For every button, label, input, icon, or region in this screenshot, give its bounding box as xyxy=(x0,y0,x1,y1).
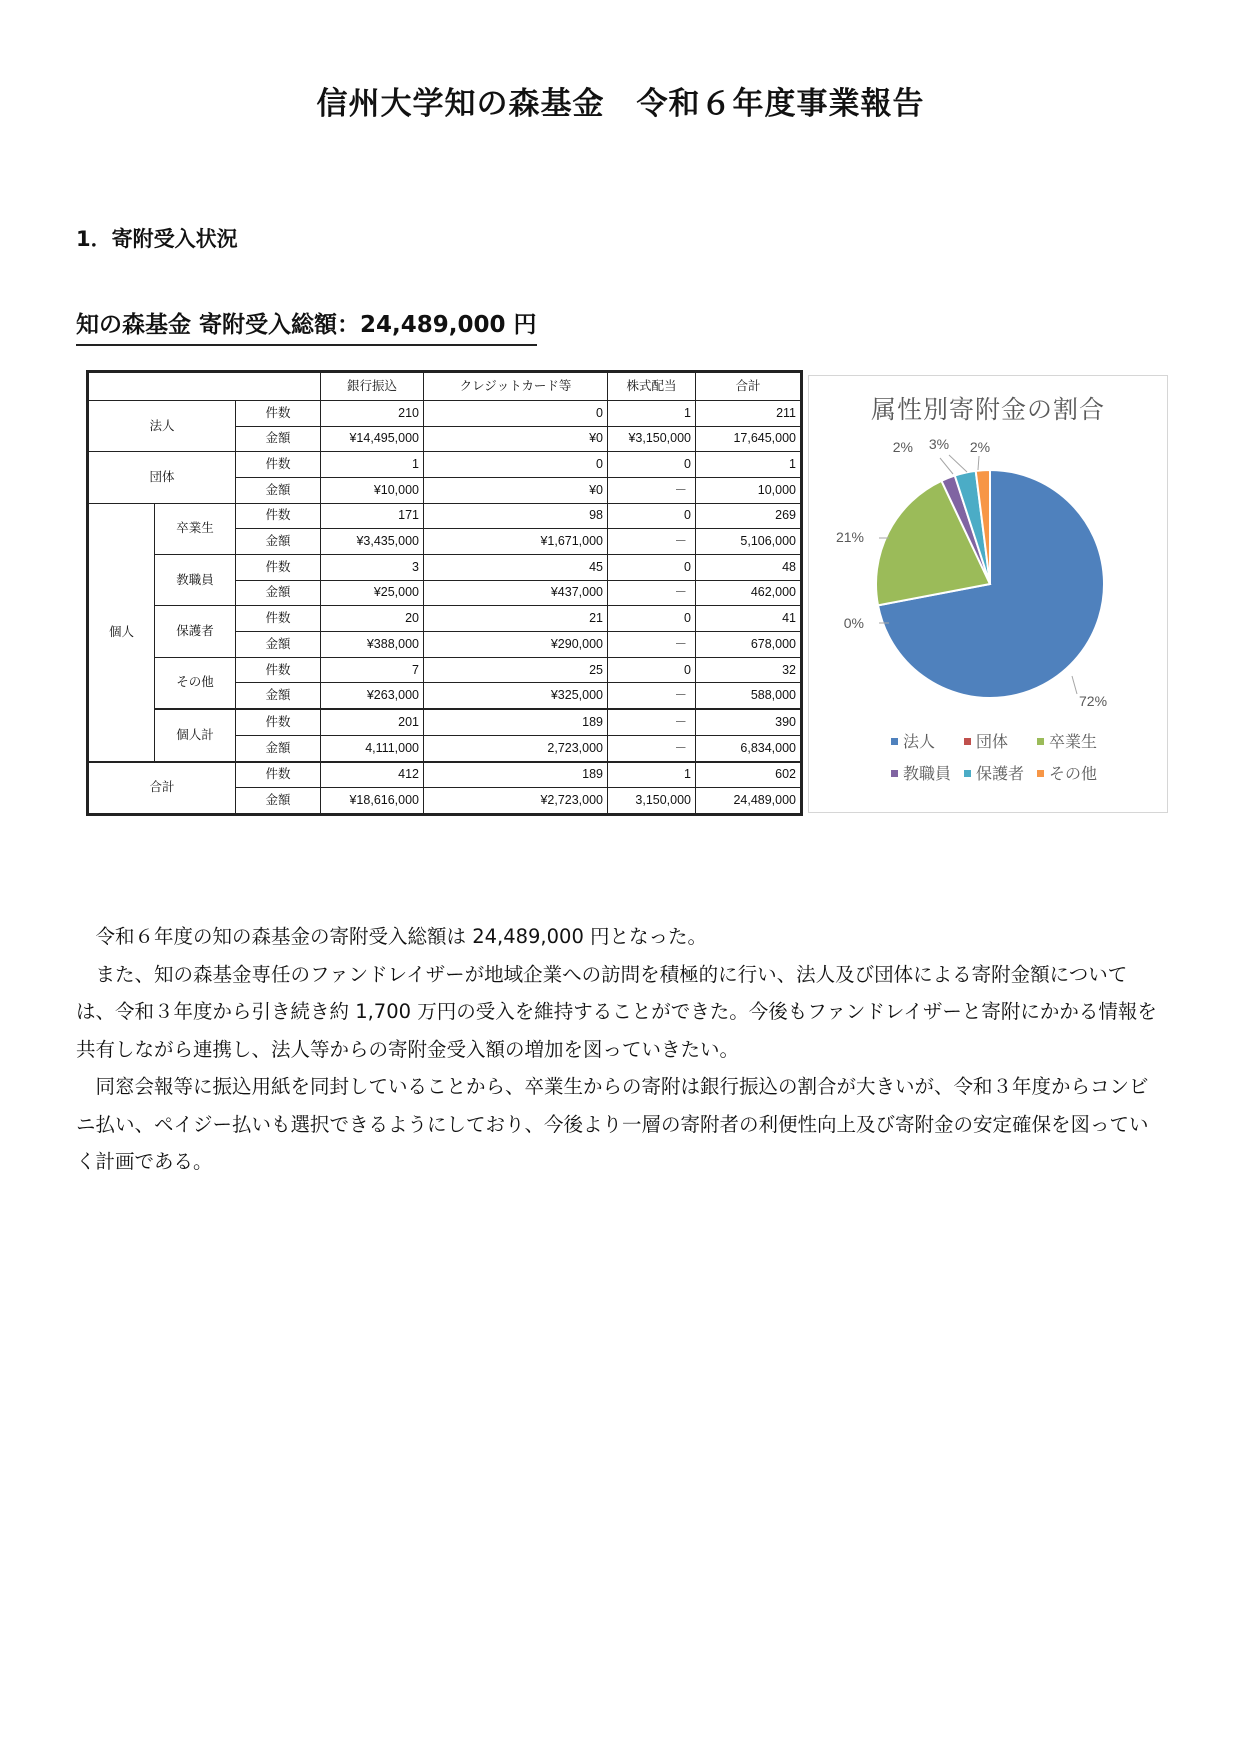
table-cell: 201 xyxy=(321,709,424,735)
table-row xyxy=(89,452,801,478)
legend-swatch-dantai xyxy=(964,738,971,745)
table-cell: 0 xyxy=(424,400,608,426)
leader-line-kyoshoku xyxy=(940,458,953,474)
table-row xyxy=(89,400,801,426)
table-cell: 412 xyxy=(321,762,424,788)
table-cell: 0 xyxy=(608,503,696,529)
row-sub-label: 金額 xyxy=(236,683,321,709)
table-cell: ¥25,000 xyxy=(321,580,424,606)
table-cell: 171 xyxy=(321,503,424,529)
table-cell: 2,723,000 xyxy=(424,735,608,761)
row-sub-label: 件数 xyxy=(236,709,321,735)
legend-swatch-sonota xyxy=(1037,770,1044,777)
table-cell: 17,645,000 xyxy=(696,426,801,452)
row-category-label: 法人 xyxy=(89,400,236,451)
body-paragraph: 令和６年度の知の森基金の寄附受入総額は 24,489,000 円となった。 xyxy=(95,925,708,948)
header-blank-cell xyxy=(89,373,321,401)
table-cell: ¥388,000 xyxy=(321,632,424,658)
row-sub-label: 金額 xyxy=(236,788,321,814)
table-cell: 0 xyxy=(608,452,696,478)
table-row xyxy=(89,657,801,683)
table-cell: ¥437,000 xyxy=(424,580,608,606)
data-label-sotsugyo: 21% xyxy=(835,529,864,545)
table-cell: 3 xyxy=(321,554,424,580)
row-category-label: 団体 xyxy=(89,452,236,503)
table-cell: 210 xyxy=(321,400,424,426)
data-label-dantai: 0% xyxy=(843,615,864,631)
table-cell: 41 xyxy=(696,606,801,632)
table-row xyxy=(89,709,801,735)
table-cell: 0 xyxy=(608,606,696,632)
table-cell: 5,106,000 xyxy=(696,529,801,555)
table-cell: 211 xyxy=(696,400,801,426)
table-cell: 24,489,000 xyxy=(696,788,801,814)
table-cell: 10,000 xyxy=(696,477,801,503)
row-sub-label: 件数 xyxy=(236,452,321,478)
table-cell: － xyxy=(608,477,696,503)
table-header-row xyxy=(89,373,801,401)
legend-label-hogosha: 保護者 xyxy=(976,764,1025,783)
table-cell: － xyxy=(608,529,696,555)
legend-label-houjin: 法人 xyxy=(903,732,936,751)
table-cell: 48 xyxy=(696,554,801,580)
row-sub-label: 金額 xyxy=(236,426,321,452)
table-cell: － xyxy=(608,709,696,735)
table-cell: － xyxy=(608,632,696,658)
table-cell: ¥325,000 xyxy=(424,683,608,709)
table-cell: ¥10,000 xyxy=(321,477,424,503)
total-donation-heading: 知の森基金 寄附受入総額：24,489,000 円 xyxy=(76,306,537,346)
table-cell: ¥0 xyxy=(424,477,608,503)
table-cell: 602 xyxy=(696,762,801,788)
row-sub-label: 件数 xyxy=(236,503,321,529)
header-cell: 株式配当 xyxy=(608,373,696,401)
donation-table xyxy=(88,372,801,814)
table-cell: 7 xyxy=(321,657,424,683)
table-row xyxy=(89,762,801,788)
legend-label-sotsugyo: 卒業生 xyxy=(1049,732,1098,751)
table-row xyxy=(89,503,801,529)
legend-label-sonota: その他 xyxy=(1049,764,1098,783)
legend-swatch-sotsugyo xyxy=(1037,738,1044,745)
donation-table-wrap xyxy=(88,372,800,814)
table-cell: ¥2,723,000 xyxy=(424,788,608,814)
table-cell: ¥0 xyxy=(424,426,608,452)
row-group-label: 保護者 xyxy=(155,606,236,657)
data-label-kyoshoku: 2% xyxy=(892,439,913,455)
row-sub-label: 金額 xyxy=(236,632,321,658)
table-cell: 678,000 xyxy=(696,632,801,658)
table-cell: 98 xyxy=(424,503,608,529)
table-cell: 0 xyxy=(608,657,696,683)
table-row xyxy=(89,554,801,580)
page-title: 信州大学知の森基金 令和６年度事業報告 xyxy=(316,86,925,122)
row-sub-label: 件数 xyxy=(236,606,321,632)
leader-line-houjin xyxy=(1072,676,1077,694)
leader-line-hogosha xyxy=(949,455,967,472)
row-sub-label: 金額 xyxy=(236,529,321,555)
leader-line-sonota xyxy=(978,456,979,470)
table-cell: 269 xyxy=(696,503,801,529)
data-label-houjin: 72% xyxy=(1079,693,1108,709)
table-cell: － xyxy=(608,735,696,761)
table-cell: 3,150,000 xyxy=(608,788,696,814)
table-cell: 45 xyxy=(424,554,608,580)
row-sub-label: 金額 xyxy=(236,735,321,761)
row-sub-label: 金額 xyxy=(236,580,321,606)
row-group-label: その他 xyxy=(155,657,236,709)
row-category-label: 合計 xyxy=(89,762,236,814)
chart-title: 属性別寄附金の割合 xyxy=(870,395,1105,424)
table-cell: ¥1,671,000 xyxy=(424,529,608,555)
legend-swatch-houjin xyxy=(891,738,898,745)
table-cell: 390 xyxy=(696,709,801,735)
table-cell: ¥18,616,000 xyxy=(321,788,424,814)
table-cell: 32 xyxy=(696,657,801,683)
table-cell: 1 xyxy=(608,400,696,426)
table-cell: 189 xyxy=(424,762,608,788)
table-cell: 1 xyxy=(321,452,424,478)
row-group-label: 個人計 xyxy=(155,709,236,761)
row-sub-label: 件数 xyxy=(236,657,321,683)
table-cell: ¥290,000 xyxy=(424,632,608,658)
table-row xyxy=(89,606,801,632)
row-sub-label: 金額 xyxy=(236,477,321,503)
table-cell: 20 xyxy=(321,606,424,632)
table-cell: 1 xyxy=(608,762,696,788)
table-cell: 0 xyxy=(608,554,696,580)
section-heading: 1．寄附受入状況 xyxy=(76,227,238,251)
legend-label-kyoshoku: 教職員 xyxy=(903,764,952,783)
legend-label-dantai: 団体 xyxy=(976,732,1009,751)
pie-chart-panel xyxy=(808,375,1168,813)
header-cell: 合計 xyxy=(696,373,801,401)
header-cell: 銀行振込 xyxy=(321,373,424,401)
table-cell: 462,000 xyxy=(696,580,801,606)
table-cell: 0 xyxy=(424,452,608,478)
row-category-label: 個人 xyxy=(89,503,155,761)
header-cell: クレジットカード等 xyxy=(424,373,608,401)
table-cell: － xyxy=(608,683,696,709)
data-label-sonota: 2% xyxy=(969,439,991,455)
legend-swatch-hogosha xyxy=(964,770,971,777)
table-cell: ¥14,495,000 xyxy=(321,426,424,452)
row-sub-label: 件数 xyxy=(236,554,321,580)
table-cell: ¥263,000 xyxy=(321,683,424,709)
legend-swatch-kyoshoku xyxy=(891,770,898,777)
pie-chart xyxy=(809,376,1167,812)
table-cell: 1 xyxy=(696,452,801,478)
row-group-label: 教職員 xyxy=(155,554,236,605)
report-body xyxy=(76,918,1166,1181)
body-paragraph: また、知の森基金専任のファンドレイザーが地域企業への訪問を積極的に行い、法人及び団体による寄附金額については、令和３年度から引き続き約 1,700 万円の受入を維持することができた。今後もファンドレイザーと寄附にかかる情報を共有しながら連携し、法人等からの寄附金受入額の増加を図っていきたい。 xyxy=(76,962,1157,1061)
table-cell: － xyxy=(608,580,696,606)
table-cell: 588,000 xyxy=(696,683,801,709)
table-cell: 21 xyxy=(424,606,608,632)
row-sub-label: 件数 xyxy=(236,400,321,426)
table-cell: 25 xyxy=(424,657,608,683)
table-cell: ¥3,435,000 xyxy=(321,529,424,555)
table-cell: 4,111,000 xyxy=(321,735,424,761)
row-sub-label: 件数 xyxy=(236,762,321,788)
table-cell: 189 xyxy=(424,709,608,735)
table-cell: 6,834,000 xyxy=(696,735,801,761)
body-paragraph: 同窓会報等に振込用紙を同封していることから、卒業生からの寄附は銀行振込の割合が大きいが、令和３年度からコンビニ払い、ペイジー払いも選択できるようにしており、今後より一層の寄附者の利便性向上及び寄附金の安定確保を図っていく計画である。 xyxy=(76,1075,1149,1173)
row-group-label: 卒業生 xyxy=(155,503,236,554)
data-label-hogosha: 3% xyxy=(928,436,950,452)
table-cell: ¥3,150,000 xyxy=(608,426,696,452)
